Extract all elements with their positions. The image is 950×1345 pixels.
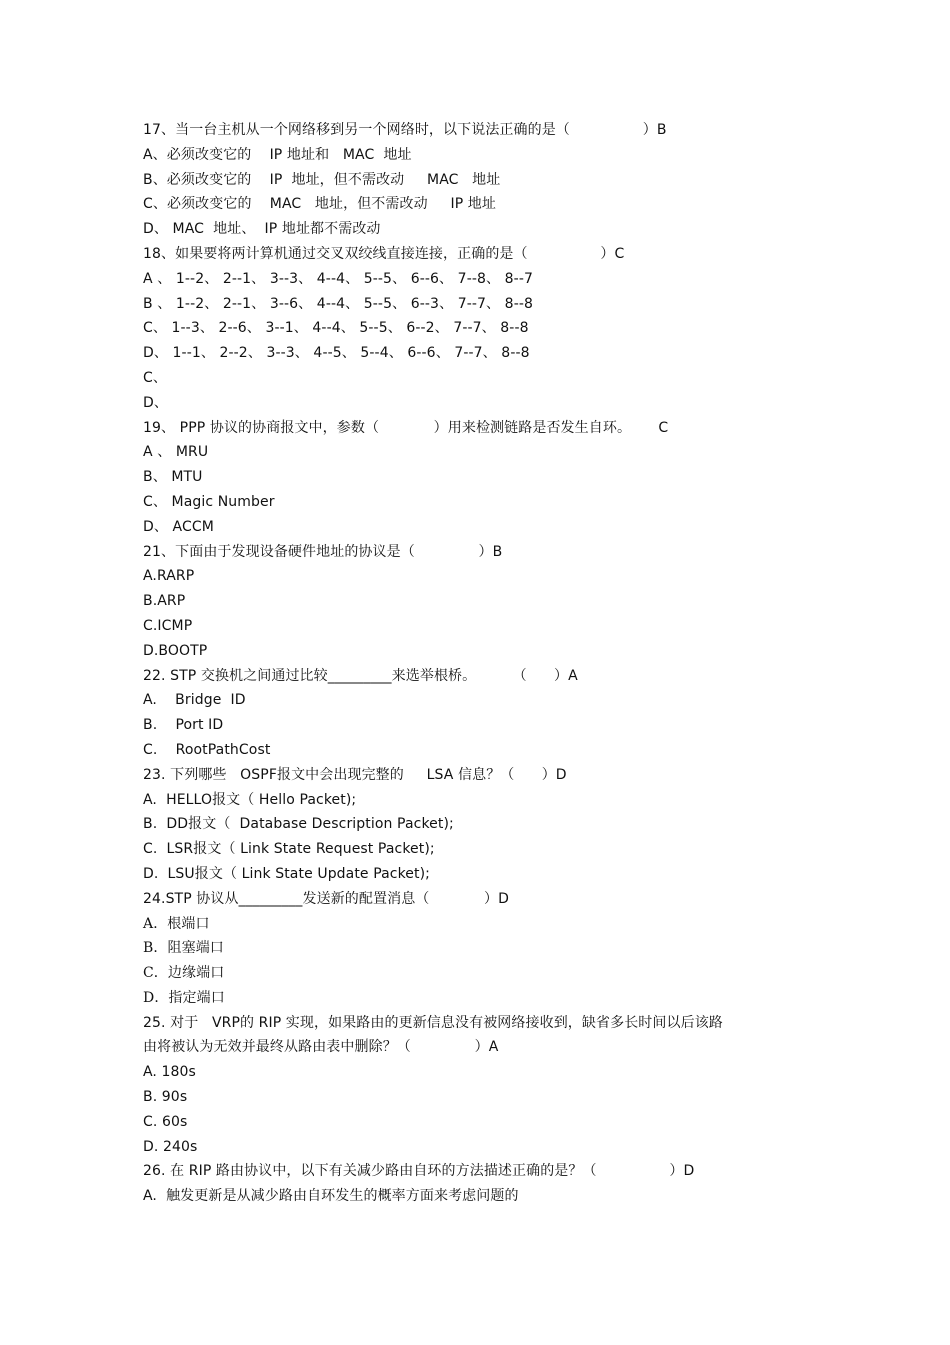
option-24-c: C．边缘端口 xyxy=(143,965,225,982)
question-19: 19、 PPP 协议的协商报文中，参数（ ）用来检测链路是否发生自环。 C xyxy=(143,419,669,436)
option-23-b: B. DD报文（ Database Description Packet); xyxy=(143,816,454,833)
option-18-d: D、 1--1、 2--2、 3--3、 4--5、 5--4、 6--6、 7--7、 8--8 xyxy=(143,345,530,362)
question-18: 18、如果要将两计算机通过交叉双绞线直接连接，正确的是（ ）C xyxy=(143,245,625,262)
option-19-b: B、 MTU xyxy=(143,469,203,486)
option-21-c: C.ICMP xyxy=(143,617,193,634)
option-19-c: C、 Magic Number xyxy=(143,493,275,510)
question-26: 26. 在 RIP 路由协议中，以下有关减少路由自环的方法描述正确的是？（ ）D xyxy=(143,1163,695,1180)
option-25-d: D. 240s xyxy=(143,1138,198,1155)
option-24-d: D．指定端口 xyxy=(143,989,225,1006)
question-25-line-2: 由将被认为无效并最终从路由表中删除？（ ）A xyxy=(143,1039,499,1056)
question-24: 24.STP 协议从_________发送新的配置消息（ ）D xyxy=(143,890,509,907)
question-17: 17、当一台主机从一个网络移到另一个网络时，以下说法正确的是（ ）B xyxy=(143,122,667,138)
document-body xyxy=(143,118,783,1209)
option-25-c: C. 60s xyxy=(143,1113,188,1130)
option-17-a: A、必须改变它的 IP 地址和 MAC 地址 xyxy=(143,146,412,163)
option-23-d: D. LSU报文（ Link State Update Packet); xyxy=(143,865,430,882)
option-21-b: B.ARP xyxy=(143,593,186,610)
question-21: 21、下面由于发现设备硬件地址的协议是（ ）B xyxy=(143,543,503,560)
empty-option-c: C、 xyxy=(143,369,167,386)
option-19-d: D、 ACCM xyxy=(143,518,214,535)
question-23: 23. 下列哪些 OSPF报文中会出现完整的 LSA 信息？（ ）D xyxy=(143,766,567,783)
option-18-a: A 、 1--2、 2--1、 3--3、 4--4、 5--5、 6--6、 7--8、 8--7 xyxy=(143,270,533,287)
option-22-b: B. Port ID xyxy=(143,717,224,734)
option-21-d: D.BOOTP xyxy=(143,642,208,659)
empty-option-d: D、 xyxy=(143,394,168,411)
option-22-c: C. RootPathCost xyxy=(143,741,271,758)
option-19-a: A 、 MRU xyxy=(143,444,209,461)
option-23-c: C. LSR报文（ Link State Request Packet); xyxy=(143,841,435,858)
question-22: 22. STP 交换机之间通过比较_________来选举根桥。 （ ）A xyxy=(143,667,578,684)
option-17-d: D、 MAC 地址、 IP 地址都不需改动 xyxy=(143,221,381,238)
option-22-a: A. Bridge ID xyxy=(143,692,246,709)
option-25-b: B. 90s xyxy=(143,1089,188,1106)
option-18-c: C、 1--3、 2--6、 3--1、 4--4、 5--5、 6--2、 7--7、 8--8 xyxy=(143,320,529,337)
option-23-a: A. HELLO报文（ Hello Packet); xyxy=(143,791,357,808)
question-25-line-1: 25. 对于 VRP的 RIP 实现，如果路由的更新信息没有被网络接收到，缺省多长时间以后该路 xyxy=(143,1014,723,1031)
option-24-a: A．根端口 xyxy=(143,915,210,932)
option-24-b: B．阻塞端口 xyxy=(143,940,224,957)
option-25-a: A. 180s xyxy=(143,1064,196,1081)
option-21-a: A.RARP xyxy=(143,568,195,585)
option-17-c: C、必须改变它的 MAC 地址，但不需改动 IP 地址 xyxy=(143,196,496,213)
option-26-a: A. 触发更新是从减少路由自环发生的概率方面来考虑问题的 xyxy=(143,1188,519,1205)
option-18-b: B 、 1--2、 2--1、 3--6、 4--4、 5--5、 6--3、 7--7、 8--8 xyxy=(143,295,533,312)
option-17-b: B、必须改变它的 IP 地址，但不需改动 MAC 地址 xyxy=(143,171,501,188)
